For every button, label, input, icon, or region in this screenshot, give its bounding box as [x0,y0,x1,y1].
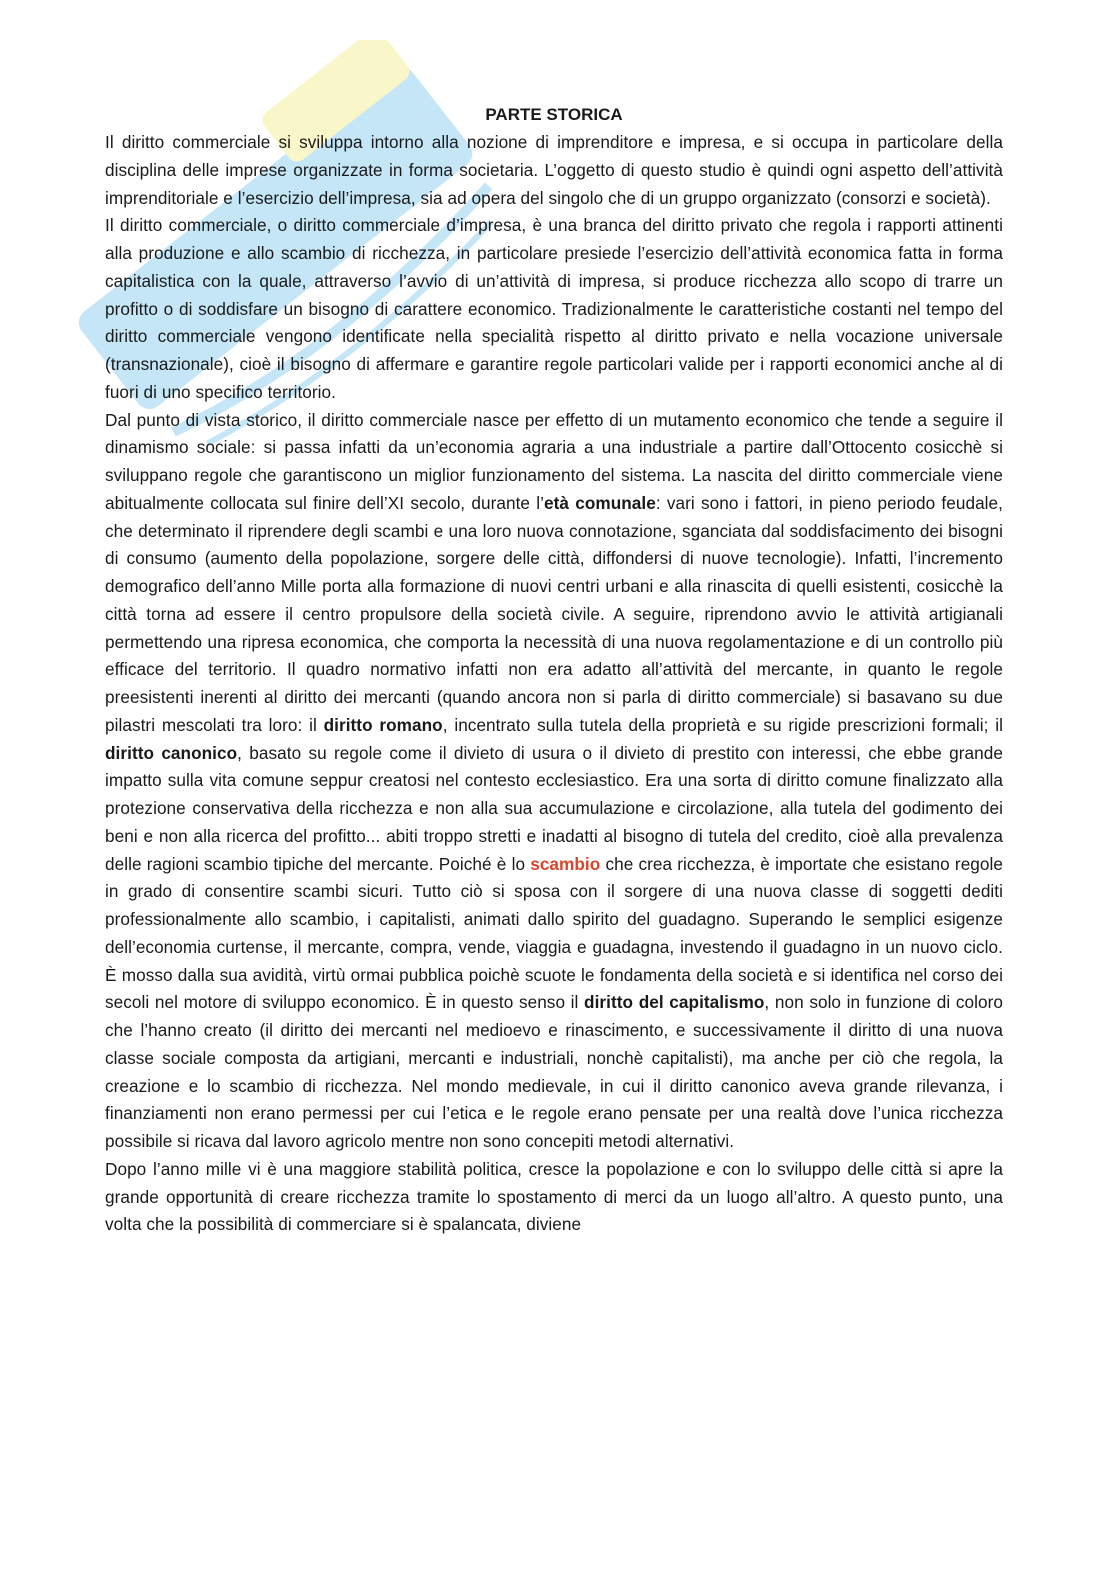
text-run: Dal punto di vista storico, il diritto commerciale nasce per effetto di un mutamento economico che tende a seguire il dinamismo sociale: si passa infatti da un’economia agraria a una industriale a partire dall’Ottocento cosicchè si sviluppano regole che garantiscono un miglior funzionamento del sistema. La nascita del diritto commerciale viene abitualmente collocata sul finire dell’XI secolo, durante l’ [105,409,1003,513]
document-page [105,102,1003,1239]
bold-term: diritto del capitalismo [584,992,765,1013]
text-run: che crea ricchezza, è importate che esistano regole in grado di consentire scambi sicuri. Tutto ciò si sposa con il sorgere di una nuova classe di soggetti dediti professionalmente allo scambio, i capitalisti, animati dallo spirito del guadagno. Superando le semplici esigenze dell’economia curtense, il mercante, compra, vende, viaggia e guadagna, investendo il guadagno in un nuovo ciclo. È mosso dalla sua avidità, virtù ormai pubblica poichè scuote le fondamenta della società e si identifica nel corso dei secoli nel motore di sviluppo economico. È in questo senso il [105,853,1004,1013]
text-run: Il diritto commerciale si sviluppa intorno alla nozione di imprenditore e impresa, e si occupa in particolare della disciplina delle imprese organizzate in forma societaria. L’oggetto di questo studio è quindi ogni aspetto dell’attività imprenditoriale e l’esercizio dell’impresa, sia ad opera del singolo che di un gruppo organizzato (consorzi e società). [105,132,1003,208]
document-body [105,129,1003,1239]
text-run: , incentrato sulla tutela della proprietà e su rigide prescrizioni formali; il [442,714,1003,735]
bold-term: diritto canonico [105,742,238,763]
paragraph [105,407,1003,1156]
paragraph [105,1156,1003,1239]
bold-term: diritto romano [323,714,443,735]
text-run: , basato su regole come il divieto di usura o il divieto di prestito con interessi, che ebbe grande impatto sulla vita comune seppur creatosi nel contesto ecclesiastico. Era una sorta di diritto comune finalizzato alla protezione conservativa della ricchezza e non alla sua accumulazione e circolazione, alla tutela del godimento dei beni e non alla ricerca del profitto... abiti troppo stretti e inadatti al bisogno di tutela del credito, cioè alla prevalenza delle ragioni scambio tipiche del mercante. Poiché è lo [105,742,1003,874]
paragraph [105,212,1003,406]
text-run: : vari sono i fattori, in pieno periodo feudale, che determinato il riprendere degli scambi e una loro nuova connotazione, sganciata dal soddisfacimento dei bisogni di consumo (aumento della popolazione, sorgere delle città, diffondersi di nuove tecnologie). Infatti, l’incremento demografico dell’anno Mille porta alla formazione di nuovi centri urbani e alla rinascita di quelli esistenti, cosicchè la città torna ad essere il centro propulsore della società civile. A seguire, riprendono avvio le attività artigianali permettendo una ripresa economica, che comporta la necessità di una nuova regolamentazione e di un controllo più efficace del territorio. Il quadro normativo infatti non era adatto all’attività del mercante, in quanto le regole preesistenti inerenti al diritto dei mercanti (quando ancora non si parla di diritto commerciale) si basavano su due pilastri mescolati tra loro: il [105,492,1003,735]
text-run: , non solo in funzione di coloro che l’hanno creato (il diritto dei mercanti nel medioevo e rinascimento, e successivamente il diritto di una nuova classe sociale composta da artigiani, mercanti e industriali, nonchè capitalisti), ma anche per ciò che regola, la creazione e lo scambio di ricchezza. Nel mondo medievale, in cui il diritto canonico aveva grande rilevanza, i finanziamenti non erano permessi per cui l’etica e le regole erano pensate per una realtà dove l’unica ricchezza possibile si ricava dal lavoro agricolo mentre non sono concepiti metodi alternativi. [105,992,1003,1151]
highlighted-term: scambio [530,853,601,874]
text-run: Dopo l’anno mille vi è una maggiore stabilità politica, cresce la popolazione e con lo sviluppo delle città si apre la grande opportunità di creare ricchezza tramite lo spostamento di merci da un luogo all’altro. A questo punto, una volta che la possibilità di commerciare si è spalancata, diviene [105,1158,1003,1235]
document-title: PARTE STORICA [485,105,623,124]
bold-term: età comunale [543,492,656,513]
paragraph [105,129,1003,212]
text-run: Il diritto commerciale, o diritto commerciale d’impresa, è una branca del diritto privato che regola i rapporti attinenti alla produzione e allo scambio di ricchezza, in particolare presiede l’esercizio dell’attività economica fatta in forma capitalistica con la quale, attraverso l’avvio di un’attività di impresa, si produce ricchezza allo scopo di trarre un profitto o di soddisfare un bisogno di carattere economico. Tradizionalmente le caratteristiche costanti nel tempo del diritto commerciale vengono identificate nella specialità rispetto al diritto privato e nella vocazione universale (transnazionale), cioè il bisogno di affermare e garantire regole particolari valide per i rapporti economici anche al di fuori di uno specifico territorio. [105,215,1003,402]
